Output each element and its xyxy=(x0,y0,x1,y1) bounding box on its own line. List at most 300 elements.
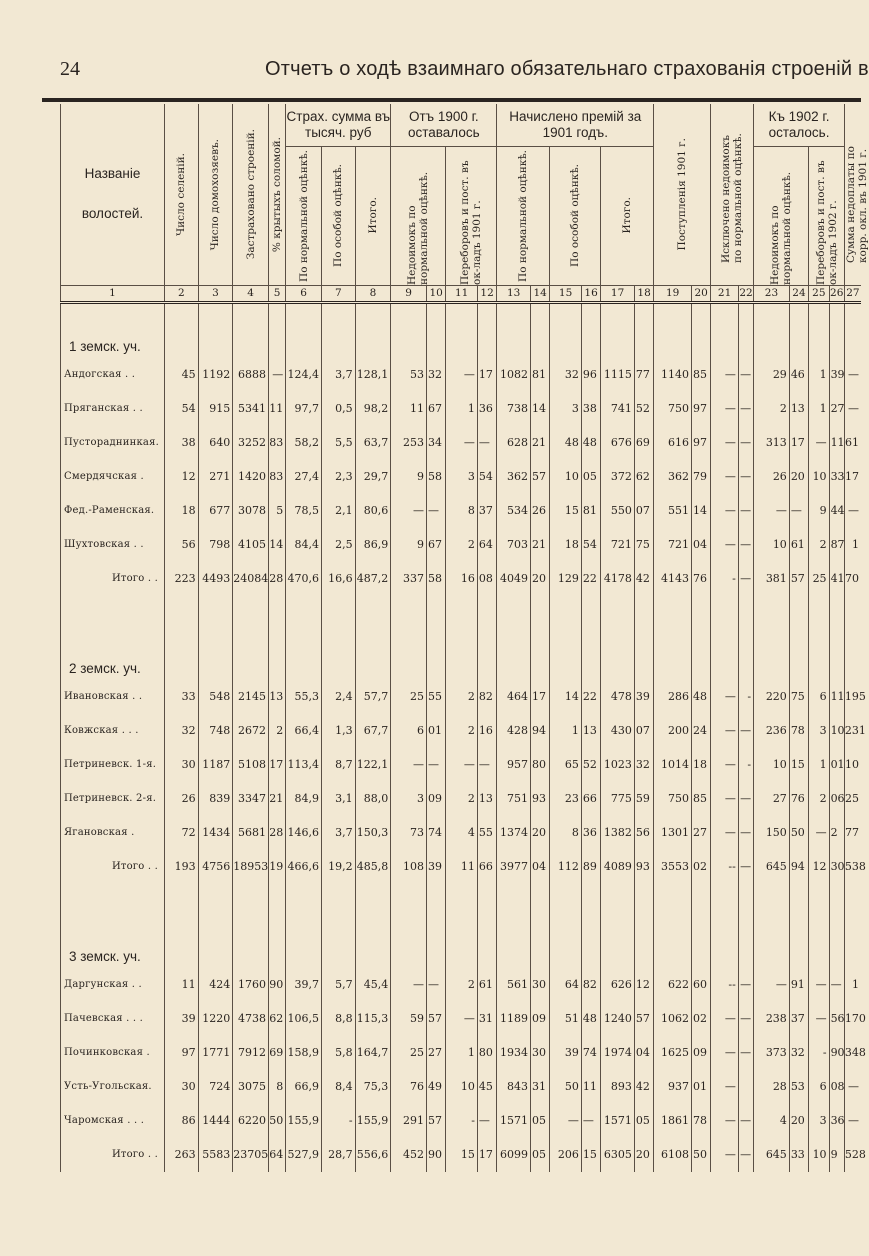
cell-col-4: 18953 xyxy=(233,850,269,884)
header-villages: Число селеній. xyxy=(165,104,199,285)
column-number: 10 xyxy=(426,285,445,302)
cell-col-15: 14 xyxy=(550,680,582,714)
cell-col-9: — xyxy=(391,968,427,1002)
header-1900-overpay: Переборовъ и пост. въ ок-ладъ 1901 г. xyxy=(446,146,497,285)
cell-col-14: 30 xyxy=(530,968,549,1002)
volost-name: Усть-Угольская. xyxy=(61,1070,165,1104)
header-1902-overpay: Переборовъ и пост. въ ок-ладъ 1902 г. xyxy=(809,146,845,285)
cell-col-5: 50 xyxy=(268,1104,285,1138)
cell-col-8: 75,3 xyxy=(355,1070,391,1104)
cell-col-10: 90 xyxy=(426,1138,445,1172)
section-gap xyxy=(61,596,862,626)
cell-col-27: 1 xyxy=(844,528,861,562)
cell-col-19: 1301 xyxy=(654,816,692,850)
cell-col-6: 470,6 xyxy=(286,562,322,596)
cell-col-24: 50 xyxy=(789,816,808,850)
cell-col-9: 253 xyxy=(391,426,427,460)
cell-col-8: 63,7 xyxy=(355,426,391,460)
cell-col-24: 91 xyxy=(789,968,808,1002)
cell-col-2: 39 xyxy=(165,1002,199,1036)
cell-col-21: — xyxy=(711,426,739,460)
cell-col-5: — xyxy=(268,358,285,392)
volost-name: Чаромская . . . xyxy=(61,1104,165,1138)
cell-col-9: 11 xyxy=(391,392,427,426)
cell-col-24: 78 xyxy=(789,714,808,748)
cell-col-27: 25 xyxy=(844,782,861,816)
column-number: 9 xyxy=(391,285,427,302)
cell-col-17: 6305 xyxy=(601,1138,635,1172)
cell-col-17: 1023 xyxy=(601,748,635,782)
cell-col-17: 478 xyxy=(601,680,635,714)
cell-col-20: 85 xyxy=(691,782,710,816)
column-number: 27 xyxy=(844,285,861,302)
cell-col-15: 129 xyxy=(550,562,582,596)
cell-col-16: 74 xyxy=(581,1036,600,1070)
cell-col-2: 38 xyxy=(165,426,199,460)
cell-col-20: 97 xyxy=(691,426,710,460)
header-1902-arrears: Недоимокъ по нормальной оцѣнкѣ. xyxy=(754,146,809,285)
cell-col-16: 22 xyxy=(581,562,600,596)
table-row xyxy=(61,1070,862,1104)
cell-col-22: — xyxy=(738,426,753,460)
column-number: 23 xyxy=(754,285,790,302)
cell-col-17: 1974 xyxy=(601,1036,635,1070)
cell-col-22: — xyxy=(738,714,753,748)
cell-col-8: 45,4 xyxy=(355,968,391,1002)
cell-col-5: 13 xyxy=(268,680,285,714)
cell-col-27: 170 xyxy=(844,1002,861,1036)
cell-col-2: 30 xyxy=(165,1070,199,1104)
cell-col-4: 5681 xyxy=(233,816,269,850)
cell-col-5: 90 xyxy=(268,968,285,1002)
cell-col-17: 1115 xyxy=(601,358,635,392)
cell-col-25: 9 xyxy=(809,494,829,528)
cell-col-12: 13 xyxy=(477,782,496,816)
volost-name: Смердячская . xyxy=(61,460,165,494)
cell-col-16: 36 xyxy=(581,816,600,850)
cell-col-14: 14 xyxy=(530,392,549,426)
volost-name: Пустораднинкая. xyxy=(61,426,165,460)
cell-col-17: 550 xyxy=(601,494,635,528)
cell-col-17: 893 xyxy=(601,1070,635,1104)
cell-col-24: 37 xyxy=(789,1002,808,1036)
cell-col-21: — xyxy=(711,1002,739,1036)
cell-col-25: — xyxy=(809,816,829,850)
cell-col-9: 9 xyxy=(391,460,427,494)
cell-col-18: 42 xyxy=(634,1070,653,1104)
cell-col-4: 7912 xyxy=(233,1036,269,1070)
header-1900-arrears: Недоимокъ по нормальной оцѣнкѣ. xyxy=(391,146,446,285)
column-number: 8 xyxy=(355,285,391,302)
cell-col-25: 3 xyxy=(809,714,829,748)
cell-col-27: 195 xyxy=(844,680,861,714)
cell-col-7: 0,5 xyxy=(321,392,355,426)
cell-col-8: 487,2 xyxy=(355,562,391,596)
cell-col-8: 86,9 xyxy=(355,528,391,562)
cell-col-9: 3 xyxy=(391,782,427,816)
cell-col-2: 263 xyxy=(165,1138,199,1172)
cell-col-3: 640 xyxy=(198,426,233,460)
top-rule xyxy=(42,98,861,102)
cell-col-19: 616 xyxy=(654,426,692,460)
cell-col-5: 83 xyxy=(268,460,285,494)
cell-col-3: 4493 xyxy=(198,562,233,596)
cell-col-9: 73 xyxy=(391,816,427,850)
cell-col-23: 29 xyxy=(754,358,790,392)
cell-col-18: 69 xyxy=(634,426,653,460)
table-row xyxy=(61,528,862,562)
volost-name: Фед.-Раменская. xyxy=(61,494,165,528)
cell-col-13: 3977 xyxy=(497,850,531,884)
cell-col-13: 4049 xyxy=(497,562,531,596)
cell-col-27: — xyxy=(844,358,861,392)
cell-col-21: — xyxy=(711,714,739,748)
cell-col-3: 748 xyxy=(198,714,233,748)
table-row xyxy=(61,494,862,528)
cell-col-7: 8,7 xyxy=(321,748,355,782)
cell-col-3: 4756 xyxy=(198,850,233,884)
cell-col-4: 2145 xyxy=(233,680,269,714)
cell-col-24: 46 xyxy=(789,358,808,392)
cell-col-25: 1 xyxy=(809,392,829,426)
cell-col-25: — xyxy=(809,426,829,460)
cell-col-15: 39 xyxy=(550,1036,582,1070)
cell-col-5: 64 xyxy=(268,1138,285,1172)
column-number: 2 xyxy=(165,285,199,302)
header-sum-normal: По нормальной оцѣнкѣ. xyxy=(286,146,322,285)
cell-col-6: 106,5 xyxy=(286,1002,322,1036)
cell-col-4: 4105 xyxy=(233,528,269,562)
cell-col-6: 58,2 xyxy=(286,426,322,460)
header-prem-special: По особой оцѣнкѣ. xyxy=(550,146,601,285)
cell-col-11: 15 xyxy=(446,1138,478,1172)
cell-col-19: 1014 xyxy=(654,748,692,782)
cell-col-27: 231 xyxy=(844,714,861,748)
cell-col-14: 30 xyxy=(530,1036,549,1070)
cell-col-17: 1571 xyxy=(601,1104,635,1138)
cell-col-12: 55 xyxy=(477,816,496,850)
cell-col-3: 1771 xyxy=(198,1036,233,1070)
cell-col-10: 74 xyxy=(426,816,445,850)
cell-col-3: 424 xyxy=(198,968,233,1002)
cell-col-2: 30 xyxy=(165,748,199,782)
cell-col-11: 1 xyxy=(446,1036,478,1070)
cell-col-11: 4 xyxy=(446,816,478,850)
cell-col-16: 05 xyxy=(581,460,600,494)
cell-col-11: — xyxy=(446,1002,478,1036)
cell-col-6: 466,6 xyxy=(286,850,322,884)
cell-col-23: 373 xyxy=(754,1036,790,1070)
cell-col-4: 3347 xyxy=(233,782,269,816)
table-row xyxy=(61,1002,862,1036)
cell-col-22: — xyxy=(738,562,753,596)
cell-col-11: 3 xyxy=(446,460,478,494)
cell-col-7: 16,6 xyxy=(321,562,355,596)
cell-col-2: 54 xyxy=(165,392,199,426)
cell-col-26: 41 xyxy=(829,562,844,596)
cell-col-7: 8,4 xyxy=(321,1070,355,1104)
cell-col-20: 02 xyxy=(691,1002,710,1036)
cell-col-3: 1444 xyxy=(198,1104,233,1138)
cell-col-27: 528 xyxy=(844,1138,861,1172)
cell-col-5: 2 xyxy=(268,714,285,748)
cell-col-4: 3252 xyxy=(233,426,269,460)
cell-col-12: 36 xyxy=(477,392,496,426)
cell-col-14: 20 xyxy=(530,816,549,850)
cell-col-10: 34 xyxy=(426,426,445,460)
cell-col-21: — xyxy=(711,1104,739,1138)
cell-col-6: 84,4 xyxy=(286,528,322,562)
cell-col-19: 6108 xyxy=(654,1138,692,1172)
cell-col-10: 57 xyxy=(426,1002,445,1036)
cell-col-20: 76 xyxy=(691,562,710,596)
cell-col-5: 28 xyxy=(268,816,285,850)
column-number: 21 xyxy=(711,285,739,302)
cell-col-23: 2 xyxy=(754,392,790,426)
section-title-row xyxy=(61,302,862,358)
cell-col-22: — xyxy=(738,460,753,494)
cell-col-20: 09 xyxy=(691,1036,710,1070)
cell-col-18: 42 xyxy=(634,562,653,596)
cell-col-14: 05 xyxy=(530,1104,549,1138)
cell-col-4: 3078 xyxy=(233,494,269,528)
cell-col-16: 66 xyxy=(581,782,600,816)
cell-col-26: 87 xyxy=(829,528,844,562)
cell-col-7: 2,3 xyxy=(321,460,355,494)
cell-col-3: 1220 xyxy=(198,1002,233,1036)
cell-col-20: 24 xyxy=(691,714,710,748)
table-row xyxy=(61,748,862,782)
cell-col-27: 1 xyxy=(844,968,861,1002)
cell-col-16: 38 xyxy=(581,392,600,426)
cell-col-24: 20 xyxy=(789,460,808,494)
volost-name: Петриневск. 1-я. xyxy=(61,748,165,782)
column-number: 24 xyxy=(789,285,808,302)
cell-col-21: — xyxy=(711,1138,739,1172)
cell-col-15: 23 xyxy=(550,782,582,816)
cell-col-2: 11 xyxy=(165,968,199,1002)
cell-col-14: 20 xyxy=(530,562,549,596)
cell-col-3: 5583 xyxy=(198,1138,233,1172)
cell-col-14: 94 xyxy=(530,714,549,748)
cell-col-26: 06 xyxy=(829,782,844,816)
cell-col-22: — xyxy=(738,358,753,392)
header-group-sum: Страх. сумма въ тысяч. руб xyxy=(286,104,391,146)
cell-col-5: 62 xyxy=(268,1002,285,1036)
volost-name: Даргунская . . xyxy=(61,968,165,1002)
cell-col-14: 26 xyxy=(530,494,549,528)
cell-col-6: 84,9 xyxy=(286,782,322,816)
cell-col-4: 5108 xyxy=(233,748,269,782)
cell-col-15: 15 xyxy=(550,494,582,528)
cell-col-15: 8 xyxy=(550,816,582,850)
cell-col-11: 2 xyxy=(446,782,478,816)
cell-col-19: 200 xyxy=(654,714,692,748)
cell-col-19: 1625 xyxy=(654,1036,692,1070)
cell-col-7: 3,7 xyxy=(321,816,355,850)
cell-col-24: 13 xyxy=(789,392,808,426)
column-number: 17 xyxy=(601,285,635,302)
cell-col-18: 07 xyxy=(634,714,653,748)
cell-col-22: — xyxy=(738,850,753,884)
cell-col-21: — xyxy=(711,494,739,528)
cell-col-2: 32 xyxy=(165,714,199,748)
cell-col-15: — xyxy=(550,1104,582,1138)
header-buildings: Застраховано строеній. xyxy=(233,104,269,285)
cell-col-10: 67 xyxy=(426,528,445,562)
report-table xyxy=(60,104,869,1172)
cell-col-22: — xyxy=(738,1036,753,1070)
header-receipts-1901: Поступленія 1901 г. xyxy=(654,104,711,285)
cell-col-23: 4 xyxy=(754,1104,790,1138)
cell-col-3: 798 xyxy=(198,528,233,562)
column-number: 7 xyxy=(321,285,355,302)
column-number: 3 xyxy=(198,285,233,302)
header-straw-percent: % крытыхъ соломой. xyxy=(268,104,285,285)
column-number: 26 xyxy=(829,285,844,302)
cell-col-25: 1 xyxy=(809,748,829,782)
cell-col-8: 556,6 xyxy=(355,1138,391,1172)
cell-col-11: 16 xyxy=(446,562,478,596)
cell-col-9: 108 xyxy=(391,850,427,884)
cell-col-11: — xyxy=(446,426,478,460)
cell-col-2: 72 xyxy=(165,816,199,850)
cell-col-2: 12 xyxy=(165,460,199,494)
cell-col-6: 124,4 xyxy=(286,358,322,392)
cell-col-24: 32 xyxy=(789,1036,808,1070)
cell-col-12: 82 xyxy=(477,680,496,714)
cell-col-25: 10 xyxy=(809,460,829,494)
column-number: 20 xyxy=(691,285,710,302)
cell-col-26: 10 xyxy=(829,714,844,748)
cell-col-3: 839 xyxy=(198,782,233,816)
column-number: 19 xyxy=(654,285,692,302)
cell-col-9: 291 xyxy=(391,1104,427,1138)
cell-col-6: 66,9 xyxy=(286,1070,322,1104)
cell-col-19: 937 xyxy=(654,1070,692,1104)
cell-col-21: — xyxy=(711,782,739,816)
cell-col-20: 97 xyxy=(691,392,710,426)
cell-col-19: 362 xyxy=(654,460,692,494)
cell-col-17: 1382 xyxy=(601,816,635,850)
cell-col-11: 11 xyxy=(446,850,478,884)
cell-col-18: 20 xyxy=(634,1138,653,1172)
cell-col-25: - xyxy=(809,1036,829,1070)
header-name: Названіе волостей. xyxy=(61,104,165,285)
cell-col-10: 57 xyxy=(426,1104,445,1138)
total-label: Итого . . xyxy=(61,1138,165,1172)
cell-col-3: 1434 xyxy=(198,816,233,850)
cell-col-16: 11 xyxy=(581,1070,600,1104)
cell-col-17: 721 xyxy=(601,528,635,562)
cell-col-26: 30 xyxy=(829,850,844,884)
cell-col-26: 33 xyxy=(829,460,844,494)
cell-col-8: 98,2 xyxy=(355,392,391,426)
cell-col-18: 56 xyxy=(634,816,653,850)
header-group-1900: Отъ 1900 г. оставалось xyxy=(391,104,497,146)
cell-col-20: 01 xyxy=(691,1070,710,1104)
cell-col-26: — xyxy=(829,968,844,1002)
cell-col-10: 58 xyxy=(426,460,445,494)
cell-col-22: - xyxy=(738,680,753,714)
cell-col-5: 8 xyxy=(268,1070,285,1104)
cell-col-13: 1571 xyxy=(497,1104,531,1138)
cell-col-4: 2672 xyxy=(233,714,269,748)
cell-col-16: 48 xyxy=(581,1002,600,1036)
cell-col-13: 6099 xyxy=(497,1138,531,1172)
cell-col-14: 04 xyxy=(530,850,549,884)
cell-col-9: 9 xyxy=(391,528,427,562)
cell-col-19: 622 xyxy=(654,968,692,1002)
cell-col-26: 39 xyxy=(829,358,844,392)
cell-col-21: — xyxy=(711,680,739,714)
column-number: 13 xyxy=(497,285,531,302)
cell-col-17: 1240 xyxy=(601,1002,635,1036)
cell-col-17: 4178 xyxy=(601,562,635,596)
cell-col-19: 3553 xyxy=(654,850,692,884)
cell-col-7: 8,8 xyxy=(321,1002,355,1036)
cell-col-12: 64 xyxy=(477,528,496,562)
cell-col-22 xyxy=(738,1070,753,1104)
cell-col-25: 3 xyxy=(809,1104,829,1138)
cell-col-6: 527,9 xyxy=(286,1138,322,1172)
cell-col-13: 738 xyxy=(497,392,531,426)
table-row xyxy=(61,426,862,460)
volost-name: Петриневск. 2-я. xyxy=(61,782,165,816)
cell-col-27: — xyxy=(844,1104,861,1138)
volost-name: Андогская . . xyxy=(61,358,165,392)
cell-col-2: 56 xyxy=(165,528,199,562)
cell-col-10: — xyxy=(426,748,445,782)
cell-col-24: 17 xyxy=(789,426,808,460)
cell-col-8: 128,1 xyxy=(355,358,391,392)
running-head: Отчетъ о ходѣ взаимнаго обязательнаго страхованія строеній в xyxy=(265,58,869,80)
table-row xyxy=(61,680,862,714)
cell-col-11: — xyxy=(446,358,478,392)
cell-col-21: — xyxy=(711,748,739,782)
cell-col-23: 220 xyxy=(754,680,790,714)
header-excluded: Исключено недоимокъ по нормальной оцѣнкѣ. xyxy=(711,104,754,285)
cell-col-5: 5 xyxy=(268,494,285,528)
cell-col-10: 49 xyxy=(426,1070,445,1104)
table-row xyxy=(61,714,862,748)
cell-col-13: 957 xyxy=(497,748,531,782)
page-number: 24 xyxy=(60,58,80,80)
header-sum-total: Итого. xyxy=(355,146,391,285)
cell-col-8: 88,0 xyxy=(355,782,391,816)
cell-col-8: 29,7 xyxy=(355,460,391,494)
table-header xyxy=(61,104,869,302)
cell-col-25: 6 xyxy=(809,680,829,714)
cell-col-8: 57,7 xyxy=(355,680,391,714)
table-row xyxy=(61,358,862,392)
cell-col-11: 10 xyxy=(446,1070,478,1104)
cell-col-7: 2,4 xyxy=(321,680,355,714)
cell-col-24: 20 xyxy=(789,1104,808,1138)
cell-col-20: 78 xyxy=(691,1104,710,1138)
cell-col-11: — xyxy=(446,748,478,782)
cell-col-13: 703 xyxy=(497,528,531,562)
cell-col-7: 2,5 xyxy=(321,528,355,562)
cell-col-12: 45 xyxy=(477,1070,496,1104)
cell-col-9: 59 xyxy=(391,1002,427,1036)
cell-col-2: 45 xyxy=(165,358,199,392)
cell-col-23: 28 xyxy=(754,1070,790,1104)
cell-col-25: — xyxy=(809,1002,829,1036)
cell-col-3: 548 xyxy=(198,680,233,714)
cell-col-13: 561 xyxy=(497,968,531,1002)
table-row xyxy=(61,460,862,494)
